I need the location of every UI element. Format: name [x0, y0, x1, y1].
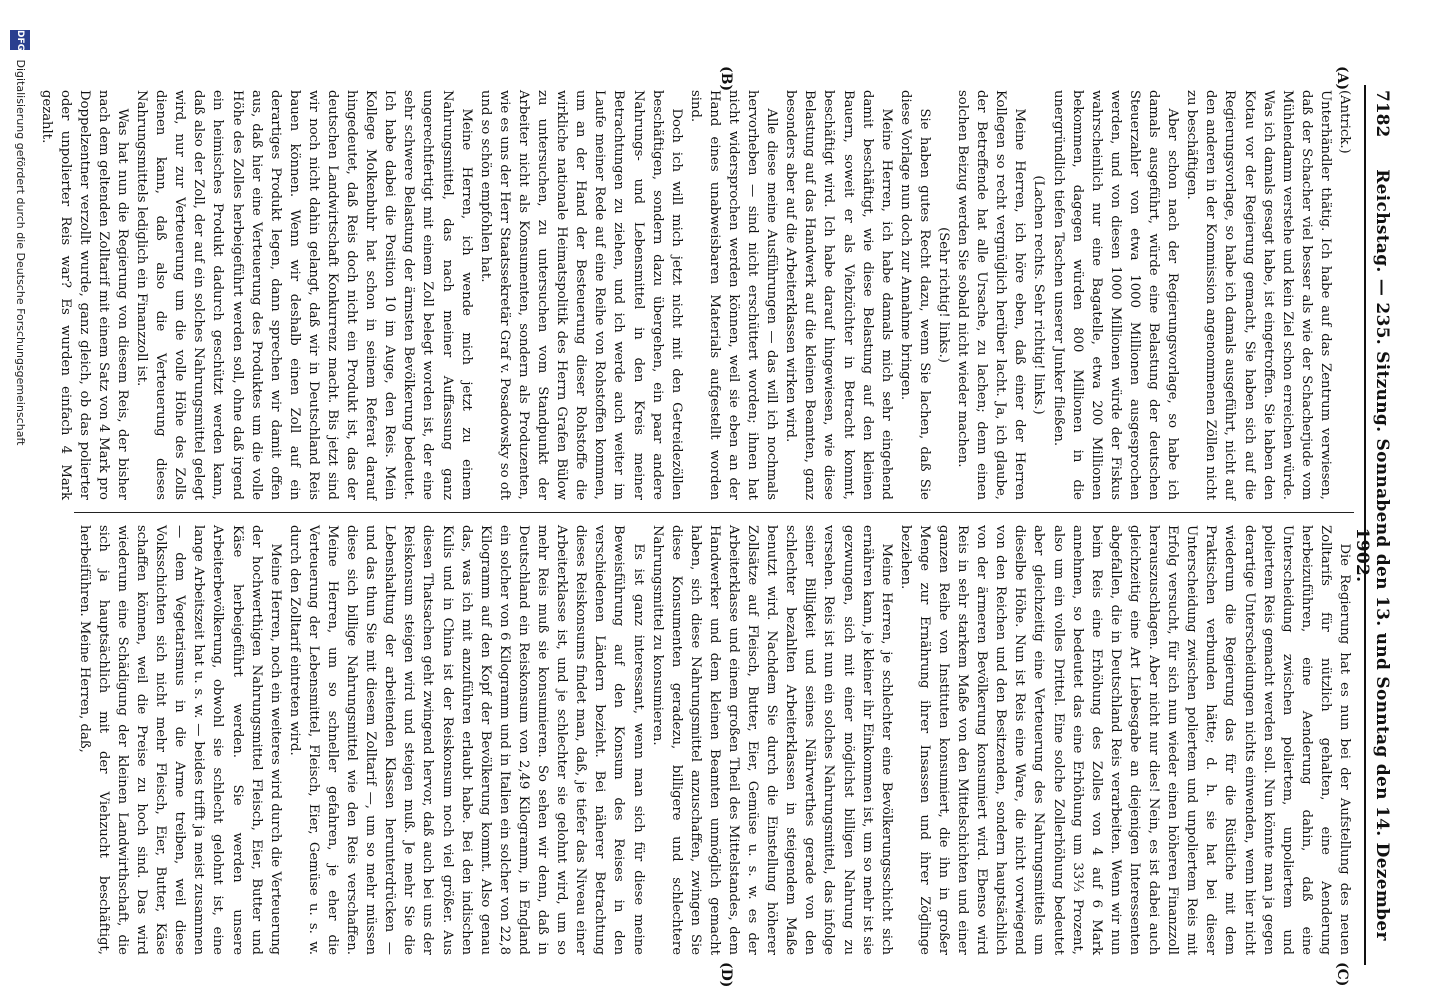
paragraph: Meine Herren, ich wende mich jetzt zu einem Nahrungsmittel, das nach meiner Auffassung ganz ungerechtfertigt mit einem Zoll belegt worden ist, der eine sehr schwere Belastung der ärmsten Bevölkerung bedeutet. Ich habe dabei die Position 10 im Auge, den Reis. Mein Kollege Molkenbuhr hat schon in seinem Referat darauf hingedeutet, daß Reis doch nicht ein Produkt ist, das der deutschen Landwirtschaft Konkurrenz macht. Bis jetzt sind wir noch nicht dahin gelangt, daß wir in Deutschland Reis bauen können. Wenn wir deshalb einen Zoll auf ein derartiges Produkt legen, dann sprechen wir damit offen aus, daß hier eine Verteuerung des Produktes um die volle Höhe des Zolles herbeigeführt werden soll, ohne daß irgend ein heimisches Produkt dadurch geschützt werden kann, daß also der Zoll, der auf ein solches Nahrungsmittel gelegt wird, nur zur Verteuerung um die volle Höhe des Zolls dienen kann, daß also die Verteuerung dieses Nahrungsmittels lediglich ein Finanzzoll ist. — [134, 90, 474, 500]
header-rule — [1364, 85, 1366, 965]
paragraph: Meine Herren, ich habe damals mich sehr eingehend damit beschäftigt, wie diese Belastung auf den kleinen Bauern, soweit er als Viehzüchter in Betracht kommt, beschäftigt wird. Ich habe darauf hingewiesen, wie diese Belastung auf das Handwerk auf die kleinen Beamten, ganz besonders aber auf die Arbeiterklassen wirken wird. — [783, 90, 894, 500]
page-number: 7182 — [1372, 90, 1392, 138]
column-divider — [74, 512, 1354, 513]
paragraph: Alle diese meine Ausführungen — das will ich nochmals hervorheben — sind nicht erschüttert worden; ihnen hat nicht widersprochen werden können, weil sie eben an der Hand eines unabweisbaren Materials aufgestellt worden sind. — [687, 90, 780, 500]
dfg-logo-icon: DFG — [10, 30, 30, 50]
paragraph: (Antrick.) — [1337, 90, 1352, 154]
paragraph: (Lachen rechts. Sehr richtig! links.) — [1031, 175, 1047, 415]
page-title: Reichstag. — 235. Sitzung. Sonnabend den 13. und Sonntag den 14. Dezember 1902. — [1352, 169, 1392, 941]
paragraph: Unterhändler thätig. Ich habe auf das Zentrum verwiesen, daß der Schacher viel besser als wie der Schacherjude vom Mühlendamm verstehe und kein Ziel schon erreichen würde. Was ich damals gesagt habe, ist eingetroffen. Sie haben den Kotau vor der Regierung gemacht, Sie haben sich auf die Regierungsvorlage, so habe ich damals ausgeführt, nicht auf den anderen in der Kommission angenommenen Zöllen nicht zu beschäftigen. — [1184, 90, 1333, 500]
paragraph: Was hat nun die Regierung von diesem Reis, der bisher nach dem geltenden Zolltarif mit einem Satz von 4 Mark pro Doppelzentner verzollt wurde, ganz gleich, ob das polierter oder unpolierter Reis war? Es wurden einfach 4 Mark gezahlt. — [38, 90, 130, 500]
margin-marker-d: (D) — [718, 962, 734, 988]
page-header — [1352, 90, 1396, 960]
paragraph: Meine Herren, noch ein weiteres wird durch die Verteuerung der hochwerthigen Nahrungsmittel Fleisch, Eier, Butter und Käse herbeigeführt werden. Sie werden unsere Arbeiterbevölkerung, obwohl sie schlecht gelohnt ist, eine lange Arbeitszeit hat u. s. w. — beides trifft ja meist zusammen — dem Vegetarismus in die Arme treiben, weil diese Volksschichten sich nicht mehr Fleisch, Eier, Butter, Käse schaffen können, weil die Preise zu hoch sind. Das wird wiederum eine Schädigung der kleinen Landwirthschaft, die sich ja hauptsächlich mit der Viehzucht beschäftigt, herbeiführen. Meine Herren, daß, — [76, 525, 283, 955]
footer-credit: Digitalisierung gefördert durch die Deutsche Forschungsgemeinschaft — [14, 59, 27, 446]
digitization-footer — [6, 30, 30, 970]
paragraph: (Sehr richtig! links.) — [936, 227, 952, 363]
paragraph: Sie haben gutes Recht dazu, wenn Sie lachen, daß Sie diese Vorlage nun doch zur Annahme bringen. — [897, 90, 932, 500]
paragraph: Die Regierung hat es nun bei der Aufstellung des neuen Zolltarifs für nützlich gehalten, eine Aenderung herbeizuführen, eine Aenderung dahin, daß eine Unterscheidung zwischen poliertem, unpoliertem und poliertem Reis gemacht werden soll. Nun könnte man ja gegen derartige Unterscheidungen nichts einwenden, wenn hier nicht wiederum die Regierung das für die Rüstliche mit dem Praktischen verbunden hätte; d. h. sie hat bei dieser Unterscheidung zwischen poliertem und unpoliertem Reis mit Erfolg versucht, für sich nun wieder einen höheren Finanzzoll herauszuschlagen. Aber nicht nur dies! Nein, es ist dabei auch gleichzeitig eine Art Liebesgabe an diejenigen Interessenten abgefallen, die in Deutschland Reis verarbeiten. Wenn wir nun beim Reis eine Erhöhung des Zolles von 4 auf 6 Mark annehmen, so bedeutet das eine Erhöhung um 33⅓ Prozent, also um ein volles Drittel. Eine solche Zollerhöhung bedeutet aber gleichzeitig eine Verteuerung des Nahrungsmittels um dieselbe Höhe. Nun ist Reis eine Ware, die nicht vorwiegend von den Reichen und den Besitzenden, sondern hauptsächlich von der ärmeren Bevölkerung konsumiert wird. Ebenso wird Reis in sehr starkem Maße von den Mittelschichten und einer ganzen Reihe von Instituten konsumiert, die ihn in großer Menge zur Ernährung ihrer Insassen und ihrer Zöglinge beziehen. — [897, 525, 1352, 955]
paragraph: Doch ich will mich jetzt nicht mit den Getreidezöllen beschäftigen, sondern dazu übergehen, ein paar andere Nahrungs- und Lebensmittel in den Kreis meiner Betrachtungen zu ziehen, und ich werde auch weiter im Laufe meiner Rede auf eine Reihe von Rohstoffen kommen, um an der Hand der Besteuerung dieser Rohstoffe die wirkliche nationale Heimatspolitik des Herrn Grafen Bülow zu untersuchen, zu untersuchen vom Standpunkt der Arbeiter nicht als Konsumenten, sondern als Produzenten, wie es uns der Herr Staatssekretär Graf v. Posadowsky so oft und so schön empfohlen hat. — [477, 90, 684, 500]
left-text-column — [38, 90, 1354, 500]
paragraph: Es ist ganz interessant, wenn man sich für diese meine Beweisführung auf den Konsum des Reises in den verschiedenen Ländern bezieht. Bei näherer Betrachtung dieses Reiskonsums findet man, daß, je tiefer das Niveau einer Arbeiterklasse ist, und je schlechter sie gelohnt wird, um so mehr Reis muß sie konsumieren. So sehen wir denn, daß in Deutschland ein Reiskonsum von 2,49 Kilogramm, in England ein solcher von 6 Kilogramm und in Italien ein solcher von 22,8 Kilogramm auf den Kopf der Bevölkerung kommt. Also genau das, was ich mit anzuführen erlaubt habe. Bei den indischen Kulis und in China ist der Reiskonsum noch viel größer. Aus diesen Thatsachen geht zwingend hervor, daß auch bei uns der Reiskonsum steigen wird und steigen muß. Je mehr Sie die Lebenshaltung der arbeitenden Klassen herunterdrücken — und das thun Sie mit diesem Zolltarif —, um so mehr müssen diese sich billige Nahrungsmittel wie den Reis verschaffen. Meine Herren, um so schneller gefahren, je eher die Verteuerung der Lebensmittel, Fleisch, Eier, Gemüse u. s. w. durch den Zolltarif eintreten wird. — [286, 525, 646, 955]
paragraph: Aber schon nach der Regierungsvorlage, so habe ich damals ausgeführt, würde eine Belastung der deutschen Steuerzahler von etwa 1000 Millionen ausgesprochen werden, und von diesen 1000 Millionen würde der Fiskus wahrscheinlich nur eine Bagatelle, etwa 200 Millionen bekommen, dagegen würden 800 Millionen in die unergründlich tiefen Taschen unserer Junker fließen. — [1050, 90, 1181, 500]
paragraph: Meine Herren, je schlechter eine Bevölkerungsschicht sich ernähren kann, je kleiner ihr Einkommen ist, um so mehr ist sie gezwungen, sich mit einer möglichst billigen Nahrung zu versehen. Reis ist nun ein solches Nahrungsmittel, das infolge seiner Billigkeit und seines Nährwerthes gerade von den schlechter bezahlten Arbeiterklassen in steigendem Maße benutzt wird. Nachdem Sie durch die Einstellung höherer Zollsätze auf Fleisch, Butter, Eier, Gemüse u. s. w. es der Arbeiterklasse und einem großen Theil des Mittelstandes, dem Handwerker und dem kleinen Beamten unmöglich gemacht haben, sich diese Nahrungsmittel anzuschaffen, zwingen Sie diese Konsumenten geradezu, billigere und schlechtere Nahrungsmittel zu konsumieren. — [649, 525, 894, 955]
paragraph: Meine Herren, ich höre eben, daß einer der Herren Kollegen so recht vergnüglich herüber lacht. Ja, ich glaube, der Betreffende hat alle Ursache, zu lachen; denn einen solchen Beizug werden Sie sobald nicht wieder machen. — [955, 90, 1028, 500]
margin-marker-a: (A) — [1334, 66, 1350, 91]
margin-marker-b: (B) — [718, 66, 734, 92]
right-text-column — [74, 525, 1354, 955]
margin-marker-c: (C) — [1334, 962, 1350, 987]
